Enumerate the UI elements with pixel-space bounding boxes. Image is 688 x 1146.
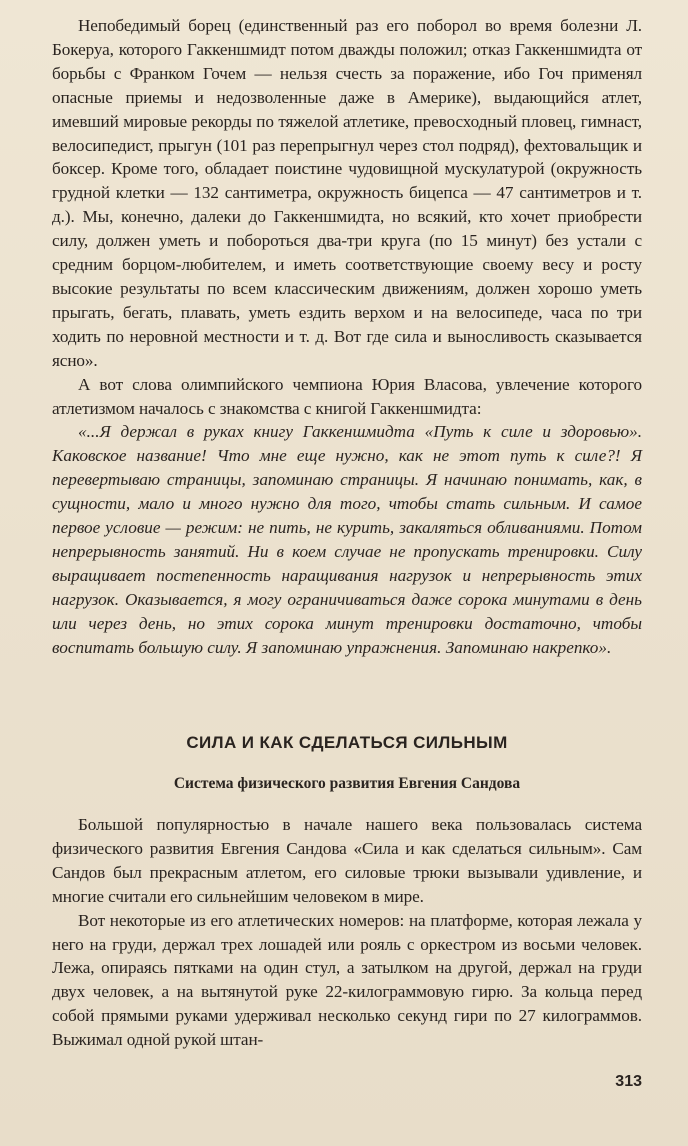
section-subtitle: Система физического развития Евгения Сандова [173, 775, 521, 792]
paragraph: Непобедимый борец (единственный раз его поборол во время болезни Л. Бокеруа, которого Гаккеншмидт потом дважды положил; отказ Гаккеншмидта от борьбы с Франком Гочем — нельзя счесть за поражение, ибо Гоч применял опасные приемы и недозволенные даже в Америке), выдающийся атлет, имевший мировые рекорды по тяжелой атлетике, превосходный пловец, гимнаст, велосипедист, прыгун (101 раз перепрыгнул через стол подряд), фехтовальщик и боксер. Кроме того, обладает поистине чудовищной мускулатурой (окружность грудной клетки — 132 сантиметра, окружность бицепса — 47 сантиметров и т. д.). Мы, конечно, далеки до Гаккеншмидта, но всякий, кто хочет приобрести силу, должен уметь и побороться два-три круга (по 15 минут) без устали с средним борцом-любителем, и иметь соответствующие своему весу и росту высокие результаты по всем классическим движениям, должен хорошо уметь прыгать, бегать, плавать, уметь ездить верхом и на велосипеде, часа по три ходить по неровной местности и т. д. Вот где сила и выносливость сказывается ясно». [52, 16, 642, 370]
page-number: 313 [615, 1073, 642, 1090]
paragraph: А вот слова олимпийского чемпиона Юрия Власова, увлечение которого атлетизмом началось с знакомства с книгой Гаккеншмидта: [52, 374, 642, 418]
paragraph: Вот некоторые из его атлетических номеров: на платформе, которая лежала у него на груди, держал трех лошадей или рояль с оркестром из восьми человек. Лежа, опираясь пятками на один стул, а затылком на другой, держал на груди двух человек, а на вытянутой руке 22-килограммовую гирю. За кольца перед собой прямыми руками удерживал несколько секунд гири по 27 килограммов. Выжимал одной рукой штан- [52, 910, 642, 1050]
paragraph: Большой популярностью в начале нашего века пользовалась система физического развития Евгения Сандова «Сила и как сделаться сильным». Сам Сандов был прекрасным атлетом, его силовые трюки вызывали удивление, и многие считали его сильнейшим человеком в мире. [52, 815, 642, 906]
section-title: СИЛА И КАК СДЕЛАТЬСЯ СИЛЬНЫМ [186, 733, 508, 752]
section-gakkenshmidt [52, 14, 642, 659]
quote-block: «...Я держал в руках книгу Гаккеншмидта «Путь к силе и здоровью». Каковское название! Что мне еще нужно, как не этот путь к силе?! Я перевертываю страницы, запоминаю страницы. Я начинаю понимать, как, в сущности, мало и много нужно для того, чтобы стать сильным. И самое первое условие — режим: не пить, не курить, закаляться обливаниями. Потом непрерывность занятий. Ни в коем случае не пропускать тренировки. Силу выращивает постепенность наращивания нагрузок и непрерывность этих нагрузок. Оказывается, я могу ограничиваться даже сорока минутами в день или через день, но этих сорока минут тренировки достаточно, чтобы воспитать большую силу. Я запоминаю упражнения. Запоминаю накрепко». [52, 422, 642, 657]
section-sandov [52, 733, 642, 1052]
